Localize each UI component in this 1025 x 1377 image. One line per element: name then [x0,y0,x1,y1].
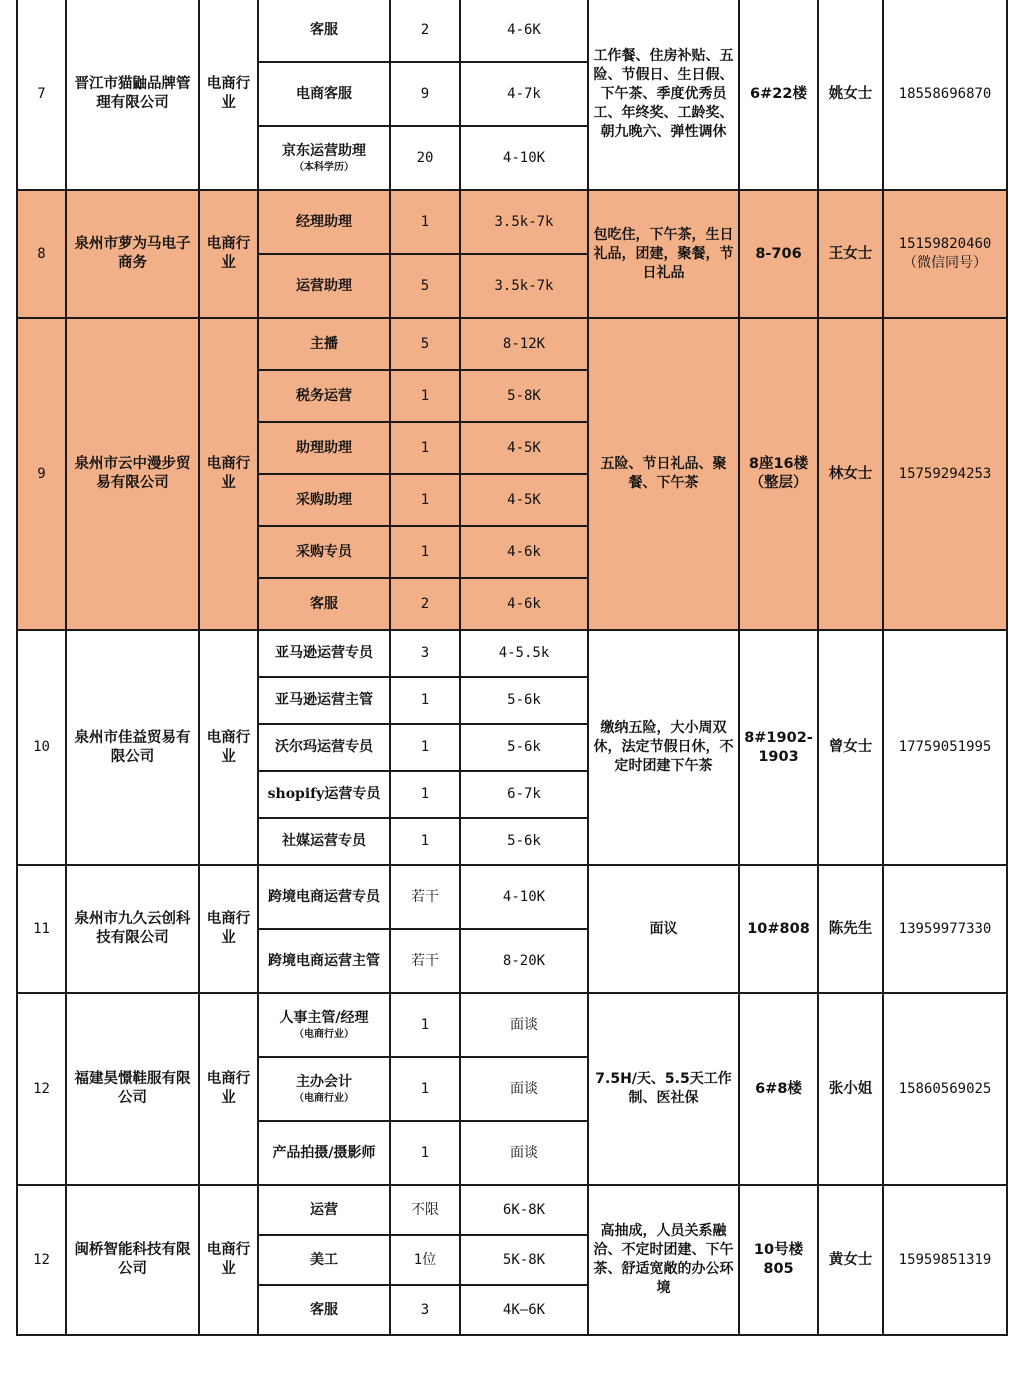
position-title: shopify运营专员 [267,786,381,802]
salary-cell: 5-6k [460,677,588,724]
salary-cell: 3.5k-7k [460,254,588,318]
headcount-cell: 5 [390,254,460,318]
salary-cell: 4-5K [460,422,588,474]
position-title: 主播 [310,335,338,352]
headcount-cell: 1 [390,422,460,474]
headcount-cell: 1 [390,724,460,771]
address-cell: 6#22楼 [739,0,818,190]
salary-cell: 6K-8K [460,1185,588,1235]
headcount-cell: 5 [390,318,460,370]
contact-person-cell: 黄女士 [818,1185,883,1335]
benefits-cell: 面议 [588,865,739,993]
position-title: 产品拍摄/摄影师 [272,1144,376,1161]
position-title: 京东运营助理 [282,143,366,159]
position-title: 沃尔玛运营专员 [275,739,373,755]
table-row [17,318,1007,370]
position-title: 亚马逊运营主管 [275,692,373,708]
position-note: （本科学历） [294,162,354,173]
salary-cell: 4-10K [460,865,588,929]
headcount-cell: 1 [390,190,460,254]
headcount-cell: 3 [390,630,460,677]
position-title: 经理助理 [296,213,352,230]
address-cell: 10#808 [739,865,818,993]
salary-cell: 5-8K [460,370,588,422]
salary-cell: 4-5.5k [460,630,588,677]
headcount-cell: 1 [390,993,460,1057]
address-cell: 8#1902-1903 [739,630,818,865]
benefits-cell: 包吃住，下午茶，生日礼品，团建，聚餐，节日礼品 [588,190,739,318]
benefits-cell: 缴纳五险，大小周双休，法定节假日休，不定时团建下午茶 [588,630,739,865]
address-cell: 6#8楼 [739,993,818,1185]
position-title: 助理助理 [296,439,352,456]
salary-cell: 面谈 [460,993,588,1057]
job-table-body [17,0,1007,1335]
table-row [17,0,1007,62]
headcount-cell: 1 [390,771,460,818]
phone-cell: 18558696870 [883,0,1007,190]
salary-cell: 4-7k [460,62,588,126]
headcount-cell: 20 [390,126,460,190]
position-title-cell [258,474,390,526]
headcount-cell: 9 [390,62,460,126]
table-row [17,993,1007,1057]
position-title-cell [258,1121,390,1185]
salary-cell: 8-12K [460,318,588,370]
position-title-cell [258,865,390,929]
company-name-cell: 泉州市云中漫步贸易有限公司 [66,318,199,630]
position-title: 美工 [310,1251,338,1268]
position-title: 客服 [310,595,338,612]
position-title-cell [258,422,390,474]
salary-cell: 8-20K [460,929,588,993]
benefits-cell: 高抽成，人员关系融洽、不定时团建、下午茶、舒适宽敞的办公环境 [588,1185,739,1335]
salary-cell: 4-6K [460,0,588,62]
position-title: 客服 [310,21,338,38]
company-name-cell: 晋江市猫鼬品牌管理有限公司 [66,0,199,190]
table-row [17,190,1007,254]
benefits-cell: 7.5H/天、5.5天工作制、医社保 [588,993,739,1185]
position-title: 税务运营 [296,387,352,404]
row-number-cell: 12 [17,1185,66,1335]
company-name-cell: 闽桥智能科技有限公司 [66,1185,199,1335]
position-title-cell [258,318,390,370]
address-cell: 8座16楼（整层） [739,318,818,630]
job-listing-sheet [16,0,1006,1377]
phone-cell: 13959977330 [883,865,1007,993]
position-title: 跨境电商运营专员 [268,888,380,905]
contact-person-cell: 曾女士 [818,630,883,865]
industry-cell: 电商行业 [199,190,258,318]
position-title-cell [258,254,390,318]
position-title-cell [258,526,390,578]
contact-person-cell: 王女士 [818,190,883,318]
headcount-cell: 3 [390,1285,460,1335]
position-title-cell [258,771,390,818]
position-title: 客服 [310,1301,338,1318]
headcount-cell: 1 [390,1121,460,1185]
headcount-cell: 2 [390,0,460,62]
headcount-cell: 不限 [390,1185,460,1235]
company-name-cell: 泉州市萝为马电子商务 [66,190,199,318]
headcount-cell: 若干 [390,865,460,929]
headcount-cell: 2 [390,578,460,630]
position-title-cell [258,1285,390,1335]
row-number-cell: 7 [17,0,66,190]
position-title-cell [258,993,390,1057]
headcount-cell: 1 [390,1057,460,1121]
company-name-cell: 泉州市九久云创科技有限公司 [66,865,199,993]
headcount-cell: 1 [390,526,460,578]
salary-cell: 5-6k [460,818,588,865]
position-title-cell [258,0,390,62]
position-title: 跨境电商运营主管 [268,952,380,969]
position-title: 主办会计 [296,1074,352,1090]
position-title: 社媒运营专员 [282,833,366,849]
headcount-cell: 1 [390,677,460,724]
position-title-cell [258,630,390,677]
position-note: （电商行业） [294,1029,354,1040]
position-title: 采购专员 [296,543,352,560]
position-title-cell [258,929,390,993]
position-title: 运营 [310,1201,338,1218]
position-title-cell [258,677,390,724]
address-cell: 8-706 [739,190,818,318]
industry-cell: 电商行业 [199,1185,258,1335]
position-note: （电商行业） [294,1093,354,1104]
salary-cell: 4K—6K [460,1285,588,1335]
industry-cell: 电商行业 [199,0,258,190]
headcount-cell: 若干 [390,929,460,993]
salary-cell: 5K-8K [460,1235,588,1285]
table-row [17,1185,1007,1235]
position-title: 亚马逊运营专员 [275,645,373,661]
row-number-cell: 11 [17,865,66,993]
headcount-cell: 1 [390,818,460,865]
row-number-cell: 8 [17,190,66,318]
salary-cell: 4-6k [460,578,588,630]
contact-person-cell: 陈先生 [818,865,883,993]
salary-cell: 3.5k-7k [460,190,588,254]
position-title-cell [258,1235,390,1285]
position-title-cell [258,1057,390,1121]
position-title-cell [258,62,390,126]
phone-cell: 15959851319 [883,1185,1007,1335]
salary-cell: 4-5K [460,474,588,526]
position-title: 运营助理 [296,277,352,294]
row-number-cell: 9 [17,318,66,630]
salary-cell: 5-6k [460,724,588,771]
position-title: 采购助理 [296,491,352,508]
industry-cell: 电商行业 [199,993,258,1185]
position-title: 电商客服 [296,85,352,102]
row-number-cell: 10 [17,630,66,865]
benefits-cell: 工作餐、住房补贴、五险、节假日、生日假、下午茶、季度优秀员工、年终奖、工龄奖、朝九晚六、弹性调休 [588,0,739,190]
position-title-cell [258,818,390,865]
position-title-cell [258,370,390,422]
benefits-cell: 五险、节日礼品、聚餐、下午茶 [588,318,739,630]
salary-cell: 4-6k [460,526,588,578]
contact-person-cell: 张小姐 [818,993,883,1185]
contact-person-cell: 姚女士 [818,0,883,190]
position-title-cell [258,578,390,630]
headcount-cell: 1 [390,370,460,422]
industry-cell: 电商行业 [199,318,258,630]
headcount-cell: 1 [390,474,460,526]
salary-cell: 面谈 [460,1121,588,1185]
phone-cell: 17759051995 [883,630,1007,865]
company-name-cell: 福建昊憬鞋服有限公司 [66,993,199,1185]
position-title-cell [258,724,390,771]
salary-cell: 面谈 [460,1057,588,1121]
position-title-cell [258,190,390,254]
industry-cell: 电商行业 [199,865,258,993]
company-name-cell: 泉州市佳益贸易有限公司 [66,630,199,865]
salary-cell: 4-10K [460,126,588,190]
phone-cell: 15159820460（微信同号） [883,190,1007,318]
salary-cell: 6-7k [460,771,588,818]
position-title-cell [258,126,390,190]
row-number-cell: 12 [17,993,66,1185]
phone-cell: 15860569025 [883,993,1007,1185]
industry-cell: 电商行业 [199,630,258,865]
contact-person-cell: 林女士 [818,318,883,630]
headcount-cell: 1位 [390,1235,460,1285]
position-title: 人事主管/经理 [279,1010,369,1026]
address-cell: 10号楼805 [739,1185,818,1335]
phone-cell: 15759294253 [883,318,1007,630]
table-row [17,865,1007,929]
position-title-cell [258,1185,390,1235]
job-table [16,0,1008,1336]
table-row [17,630,1007,677]
